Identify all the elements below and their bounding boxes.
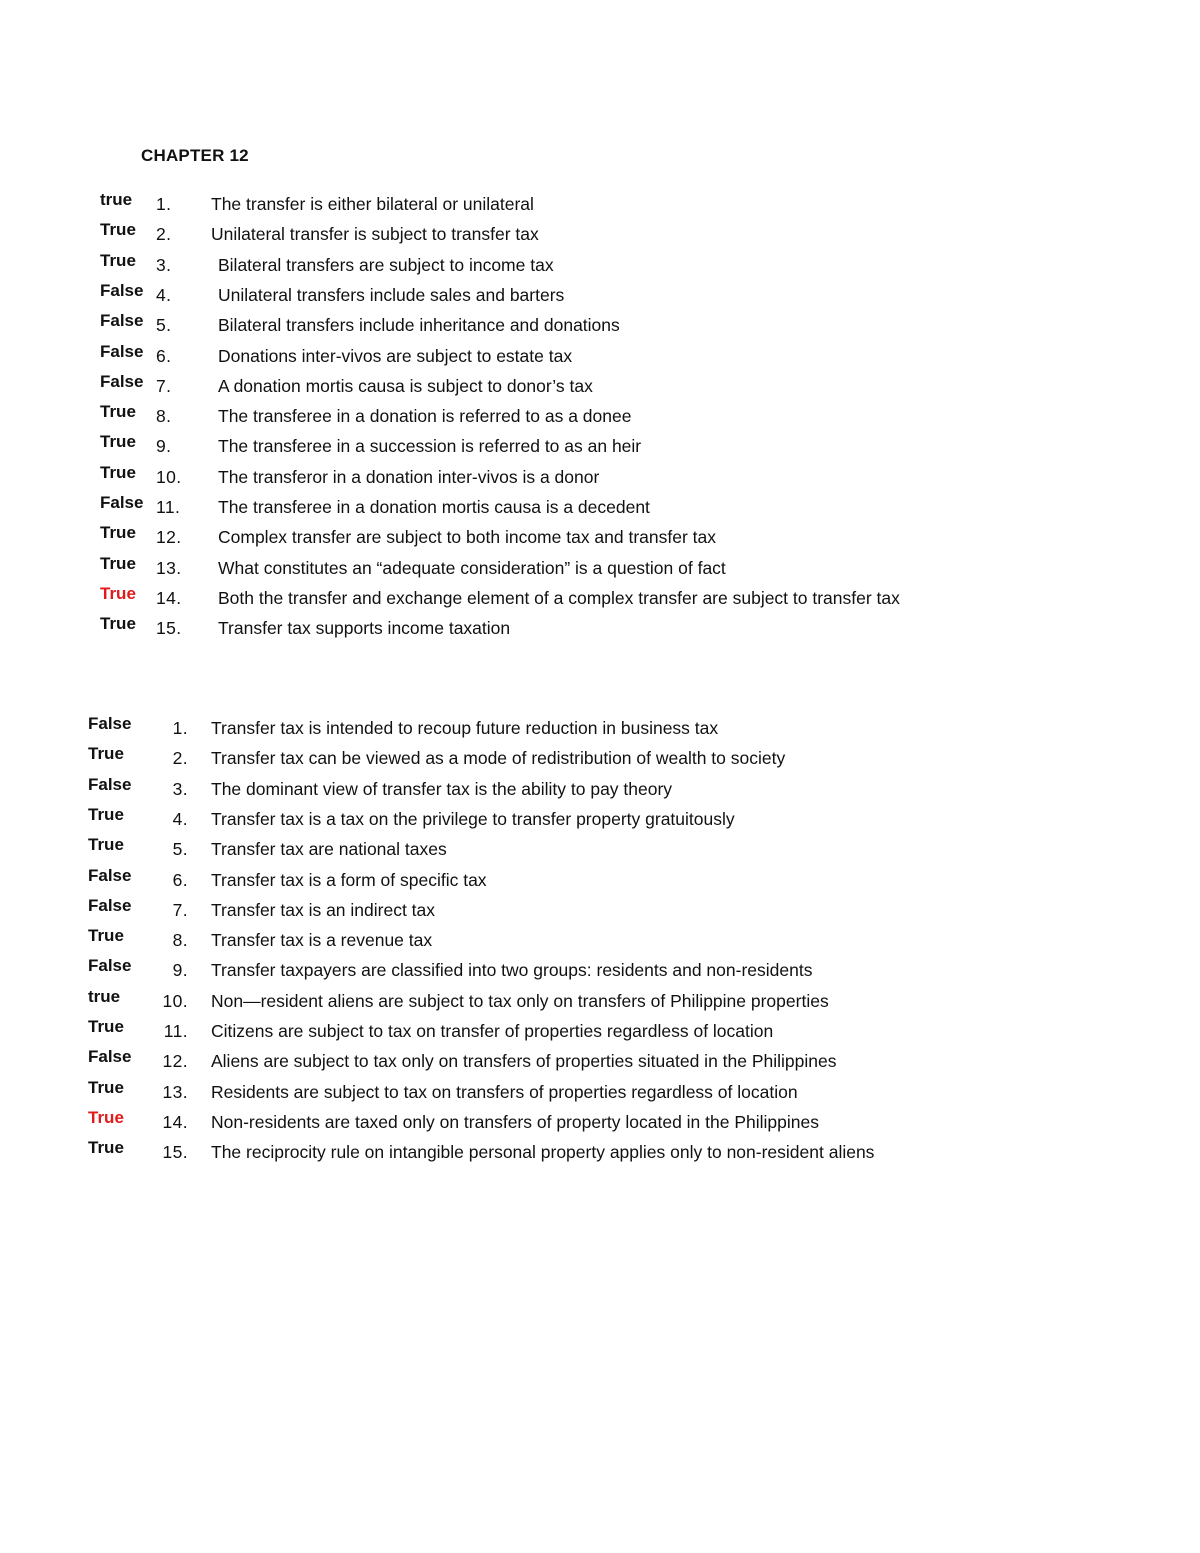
question-statement: The transferor in a donation inter-vivos is a donor [218,466,600,487]
question-statement: Transfer tax is intended to recoup future reduction in business tax [211,718,719,738]
question-number: 3. [172,778,188,799]
answer-label: False [100,371,144,391]
question-row [0,1077,1200,1110]
question-row [0,1017,1200,1049]
answer-label: False [88,956,132,976]
question-number: 14. [156,587,182,608]
answer-label: True [100,462,136,482]
question-row [0,220,1200,252]
answer-label: True [100,614,136,634]
question-row [0,744,1200,776]
question-row [0,462,1200,495]
question-number: 7. [172,899,188,920]
question-number: 2. [156,224,172,245]
answer-label: True [88,1077,124,1097]
question-number: 11. [163,1021,188,1041]
question-statement: Residents are subject to tax on transfers of properties regardless of location [211,1081,798,1102]
question-number: 1. [156,194,172,214]
question-row [0,280,1200,313]
question-statement: Transfer tax is an indirect tax [211,899,436,920]
question-row [0,523,1200,555]
question-number: 5. [156,315,172,336]
question-row [0,341,1200,374]
question-row [0,583,1200,616]
question-statement: A donation mortis causa is subject to donor’s tax [218,375,593,396]
question-number: 5. [172,839,188,860]
question-row [0,432,1200,464]
question-statement: Unilateral transfer is subject to transfer tax [211,224,539,245]
question-statement: Bilateral transfers include inheritance and donations [218,315,620,336]
answer-label: False [100,311,144,331]
answer-label: True [88,1017,124,1036]
answer-label: True [100,523,136,543]
answer-label: False [100,280,144,300]
question-statement: Complex transfer are subject to both income tax and transfer tax [218,527,717,548]
answer-label: True [88,1138,124,1158]
answer-label: True [100,402,136,422]
question-statement: Transfer tax is a tax on the privilege to transfer property gratuitously [211,808,735,829]
question-row [0,895,1200,928]
question-statement: The reciprocity rule on intangible personal property applies only to non-resident aliens [211,1142,875,1163]
question-number: 15. [156,618,182,639]
answer-label: False [100,493,144,512]
answer-label: False [88,774,132,794]
question-number: 4. [156,284,172,305]
question-row [0,493,1200,525]
question-number: 10. [162,990,188,1011]
answer-label: True [88,804,124,824]
answer-label: True [88,1107,124,1127]
question-row [0,835,1200,867]
question-number: 9. [156,436,172,457]
answer-label: true [100,190,133,209]
question-number: 4. [172,808,188,829]
answer-label: False [88,1047,132,1067]
answer-label: True [88,926,124,946]
question-number: 6. [172,869,188,890]
question-number: 11. [156,497,181,517]
question-statement: Unilateral transfers include sales and barters [218,284,565,305]
answer-label: False [100,341,144,361]
question-statement: Aliens are subject to tax only on transfers of properties situated in the Philippines [211,1051,837,1072]
question-number: 12. [162,1051,188,1072]
question-statement: Non—resident aliens are subject to tax only on transfers of Philippine properties [211,990,829,1011]
question-row [0,714,1200,746]
question-statement: The transferee in a succession is referred to as an heir [218,436,642,457]
question-row [0,190,1200,222]
question-number: 2. [172,748,188,769]
question-row [0,371,1200,404]
question-row [0,774,1200,807]
question-number: 15. [162,1142,188,1163]
question-statement: Non-residents are taxed only on transfers of property located in the Philippines [211,1111,819,1132]
question-statement: The transfer is either bilateral or unilateral [211,194,534,214]
question-row [0,1047,1200,1079]
question-row [0,250,1200,283]
question-row [0,1138,1200,1170]
answer-label: True [100,220,136,240]
question-row [0,986,1200,1019]
answer-label: False [88,714,132,733]
question-statement: Citizens are subject to tax on transfer of properties regardless of location [211,1021,774,1041]
question-number: 12. [156,527,182,548]
chapter-title: CHAPTER 12 [141,146,249,165]
answer-label: True [100,583,136,603]
answer-label: true [88,986,121,1006]
question-number: 7. [156,375,172,396]
question-number: 1. [172,718,188,738]
question-row [0,614,1200,646]
question-row [0,553,1200,586]
question-statement: The dominant view of transfer tax is the ability to pay theory [211,778,673,799]
question-number: 13. [156,557,182,578]
question-statement: Transfer tax can be viewed as a mode of redistribution of wealth to society [211,748,786,769]
question-number: 8. [172,930,188,951]
answer-label: True [100,250,136,270]
question-row [0,956,1200,988]
answer-label: True [88,744,124,764]
question-statement: Transfer tax is a revenue tax [211,930,433,951]
question-statement: Bilateral transfers are subject to income tax [218,254,554,275]
answer-label: False [88,895,132,915]
question-statement: What constitutes an “adequate consideration” is a question of fact [218,557,726,578]
question-statement: Transfer taxpayers are classified into two groups: residents and non-residents [211,960,813,981]
answer-label: False [88,865,132,885]
question-statement: Donations inter-vivos are subject to estate tax [218,345,573,366]
question-row [0,926,1200,958]
question-number: 3. [156,254,172,275]
question-row [0,311,1200,343]
question-number: 14. [162,1111,188,1132]
question-number: 13. [162,1081,188,1102]
answer-label: True [100,553,136,573]
question-statement: Transfer tax is a form of specific tax [211,869,487,890]
question-statement: The transferee in a donation mortis causa is a decedent [218,497,650,517]
question-row [0,804,1200,837]
question-row [0,865,1200,898]
answer-label: True [88,835,124,855]
question-number: 9. [172,960,188,981]
question-statement: Both the transfer and exchange element of a complex transfer are subject to transfer tax [218,587,900,608]
question-number: 8. [156,406,172,427]
question-statement: The transferee in a donation is referred to as a donee [218,406,632,427]
question-row [0,1107,1200,1140]
question-number: 6. [156,345,172,366]
answer-label: True [100,432,136,452]
question-statement: Transfer tax supports income taxation [218,618,511,639]
question-statement: Transfer tax are national taxes [211,839,447,860]
question-row [0,402,1200,434]
question-number: 10. [156,466,182,487]
